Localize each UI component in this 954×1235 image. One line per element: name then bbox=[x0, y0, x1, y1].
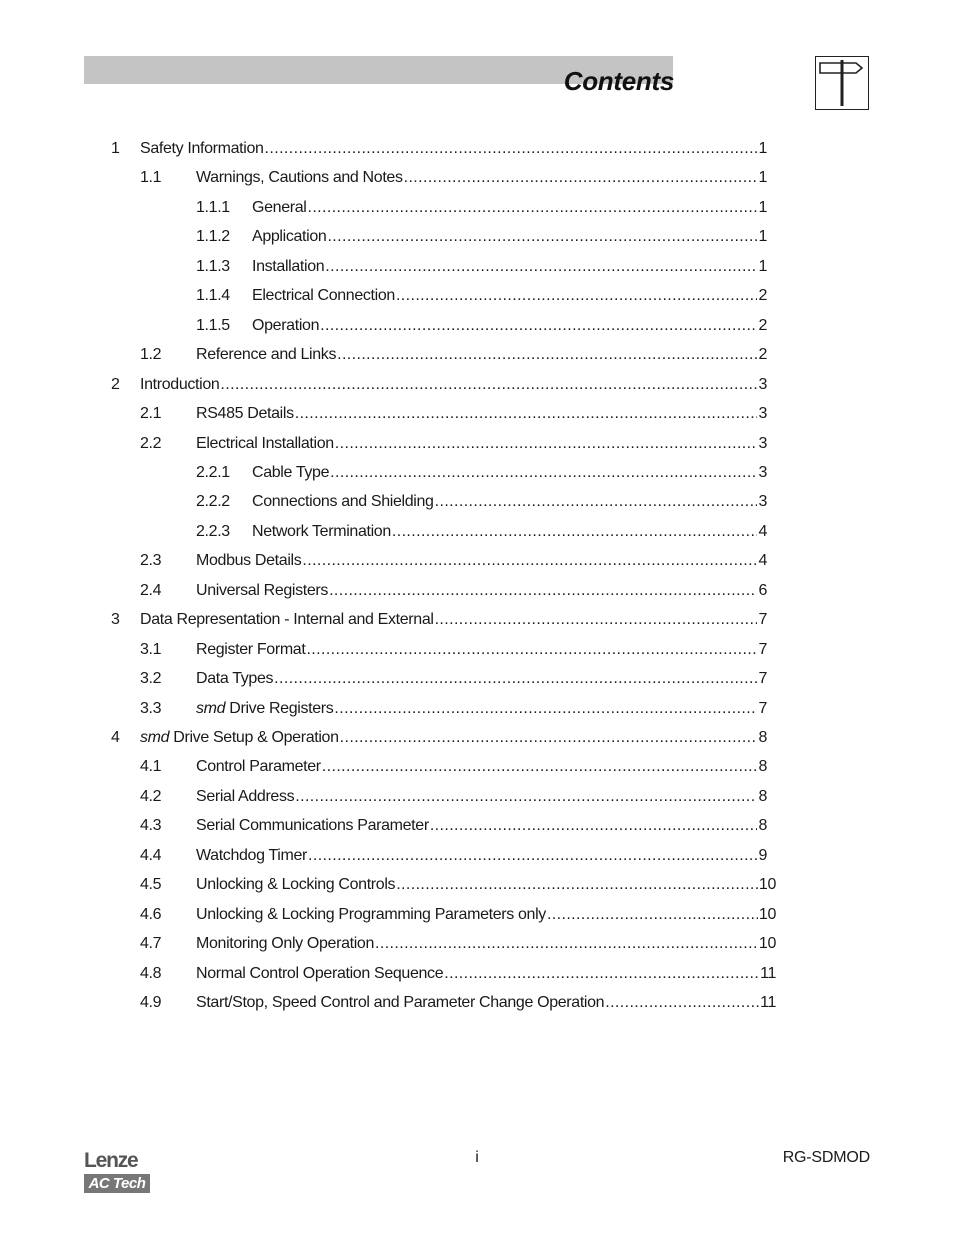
toc-entry-page: 11 bbox=[760, 994, 776, 1011]
toc-entry-number: 2.2.3 bbox=[196, 523, 230, 540]
toc-entry-page: 7 bbox=[758, 700, 767, 717]
toc-dot-leader bbox=[220, 374, 757, 396]
toc-entry[interactable] bbox=[196, 462, 767, 484]
toc-entry-title-text: Application bbox=[252, 228, 327, 245]
toc-entry-title-text: General bbox=[252, 199, 307, 216]
toc-entry-title bbox=[196, 904, 546, 926]
toc-entry-title bbox=[196, 433, 334, 455]
toc-dot-leader bbox=[396, 285, 757, 307]
toc-entry-title bbox=[196, 668, 273, 690]
toc-entry-title-text: Drive Registers bbox=[225, 700, 334, 717]
toc-entry-number: 4.1 bbox=[140, 758, 162, 775]
toc-dot-leader bbox=[430, 815, 758, 837]
toc-entry-page: 6 bbox=[758, 582, 767, 599]
toc-entry-title-text: Data Types bbox=[196, 670, 274, 687]
toc-entry-title-text: Normal Control Operation Sequence bbox=[196, 965, 444, 982]
toc-entry[interactable] bbox=[140, 845, 767, 867]
toc-entry-page: 10 bbox=[758, 876, 776, 893]
toc-entry[interactable] bbox=[140, 639, 767, 661]
toc-entry-title bbox=[196, 580, 328, 602]
toc-entry-title-text: Drive Setup & Operation bbox=[169, 729, 339, 746]
toc-entry[interactable] bbox=[140, 756, 767, 778]
toc-entry[interactable] bbox=[111, 727, 767, 749]
toc-entry-title-text: Electrical Connection bbox=[252, 287, 395, 304]
toc-entry-number: 3 bbox=[111, 611, 120, 628]
toc-dot-leader bbox=[295, 786, 757, 808]
toc-entry-title bbox=[252, 256, 324, 278]
toc-entry-title-italic: smd bbox=[140, 729, 170, 746]
toc-entry-number: 4.4 bbox=[140, 847, 162, 864]
toc-entry-page: 10 bbox=[758, 935, 776, 952]
page-title: Contents bbox=[563, 66, 674, 96]
toc-entry-title bbox=[196, 845, 307, 867]
toc-entry-title-text: Control Parameter bbox=[196, 758, 321, 775]
toc-dot-leader bbox=[335, 433, 758, 455]
toc-entry-number: 2 bbox=[111, 376, 120, 393]
toc-entry[interactable] bbox=[196, 491, 767, 513]
toc-entry-title-text: Cable Type bbox=[252, 464, 330, 481]
toc-dot-leader bbox=[274, 668, 757, 690]
toc-entry-number: 4 bbox=[111, 729, 120, 746]
toc-entry-title-text: Operation bbox=[252, 317, 320, 334]
toc-entry[interactable] bbox=[196, 315, 767, 337]
toc-entry-title bbox=[196, 786, 294, 808]
toc-entry[interactable] bbox=[140, 580, 767, 602]
toc-entry[interactable] bbox=[140, 403, 767, 425]
toc-dot-leader bbox=[340, 727, 758, 749]
toc-entry-title bbox=[252, 491, 434, 513]
toc-entry-title bbox=[196, 639, 305, 661]
toc-entry-title-text: Universal Registers bbox=[196, 582, 329, 599]
toc-entry-title bbox=[140, 374, 219, 396]
toc-dot-leader bbox=[605, 992, 759, 1014]
toc-entry[interactable] bbox=[196, 197, 767, 219]
toc-entry-number: 4.3 bbox=[140, 817, 162, 834]
toc-entry-number: 2.2.1 bbox=[196, 464, 230, 481]
footer-document-id: RG-SDMOD bbox=[782, 1149, 870, 1166]
toc-entry-number: 1.1.4 bbox=[196, 287, 230, 304]
toc-entry[interactable] bbox=[140, 933, 776, 955]
toc-entry-title-text: Modbus Details bbox=[196, 552, 302, 569]
toc-dot-leader bbox=[396, 874, 758, 896]
toc-entry-title-text: Installation bbox=[252, 258, 325, 275]
toc-entry-page: 3 bbox=[758, 493, 767, 510]
toc-entry-number: 1.1.5 bbox=[196, 317, 230, 334]
toc-entry-page: 8 bbox=[758, 729, 767, 746]
toc-entry-title bbox=[196, 874, 395, 896]
toc-entry-page: 2 bbox=[758, 346, 767, 363]
toc-entry-number: 2.1 bbox=[140, 405, 162, 422]
toc-dot-leader bbox=[435, 491, 758, 513]
toc-entry-title-text: Unlocking & Locking Programming Parameters only bbox=[196, 906, 546, 923]
toc-entry-number: 2.2 bbox=[140, 435, 162, 452]
toc-entry-number: 4.9 bbox=[140, 994, 162, 1011]
toc-entry-title-text: Warnings, Cautions and Notes bbox=[196, 169, 403, 186]
toc-entry-page: 1 bbox=[758, 140, 767, 157]
toc-entry[interactable] bbox=[140, 904, 776, 926]
toc-entry-number: 1.2 bbox=[140, 346, 162, 363]
toc-entry-number: 3.1 bbox=[140, 641, 162, 658]
toc-entry-page: 8 bbox=[758, 817, 767, 834]
toc-entry[interactable] bbox=[196, 226, 767, 248]
toc-entry[interactable] bbox=[140, 786, 767, 808]
toc-entry-title-text: Register Format bbox=[196, 641, 306, 658]
toc-entry-title-text: Serial Communications Parameter bbox=[196, 817, 429, 834]
toc-entry-title bbox=[196, 756, 321, 778]
toc-entry-page: 3 bbox=[758, 376, 767, 393]
toc-entry[interactable] bbox=[140, 698, 767, 720]
toc-entry-page: 9 bbox=[758, 847, 767, 864]
toc-entry-number: 2.2.2 bbox=[196, 493, 230, 510]
toc-dot-leader bbox=[435, 609, 758, 631]
toc-entry-page: 3 bbox=[758, 405, 767, 422]
toc-entry-number: 2.3 bbox=[140, 552, 162, 569]
lenze-actech-logo bbox=[84, 1150, 152, 1194]
footer-page-number: i bbox=[475, 1149, 479, 1166]
toc-entry-page: 2 bbox=[758, 317, 767, 334]
toc-entry-page: 1 bbox=[758, 228, 767, 245]
toc-dot-leader bbox=[337, 344, 757, 366]
toc-entry[interactable] bbox=[140, 874, 776, 896]
toc-entry[interactable] bbox=[140, 963, 776, 985]
toc-entry[interactable] bbox=[196, 256, 767, 278]
toc-entry-title-text: Network Termination bbox=[252, 523, 391, 540]
toc-entry-title-text: Unlocking & Locking Controls bbox=[196, 876, 396, 893]
toc-dot-leader bbox=[330, 462, 757, 484]
toc-dot-leader bbox=[307, 197, 757, 219]
toc-entry-title bbox=[140, 727, 339, 749]
toc-dot-leader bbox=[334, 698, 757, 720]
toc-entry-title bbox=[196, 550, 301, 572]
toc-dot-leader bbox=[547, 904, 758, 926]
toc-entry-title-text: Electrical Installation bbox=[196, 435, 334, 452]
toc-entry-number: 3.3 bbox=[140, 700, 162, 717]
toc-entry-number: 4.5 bbox=[140, 876, 162, 893]
toc-dot-leader bbox=[320, 315, 757, 337]
toc-entry[interactable] bbox=[111, 609, 767, 631]
toc-entry-title bbox=[196, 344, 336, 366]
logo-subbrand: AC Tech bbox=[84, 1174, 150, 1193]
toc-entry[interactable] bbox=[140, 668, 767, 690]
toc-entry-page: 7 bbox=[758, 611, 767, 628]
toc-entry-title bbox=[252, 226, 326, 248]
toc-entry-title bbox=[196, 167, 403, 189]
toc-entry-page: 10 bbox=[758, 906, 776, 923]
toc-entry-number: 4.8 bbox=[140, 965, 162, 982]
toc-entry-number: 1.1.2 bbox=[196, 228, 230, 245]
toc-entry-page: 7 bbox=[758, 641, 767, 658]
toc-entry-number: 4.2 bbox=[140, 788, 162, 805]
toc-entry-title bbox=[252, 462, 329, 484]
toc-entry-page: 3 bbox=[758, 435, 767, 452]
toc-entry-number: 4.7 bbox=[140, 935, 162, 952]
toc-entry-page: 4 bbox=[758, 523, 767, 540]
toc-entry-number: 1 bbox=[111, 140, 120, 157]
toc-dot-leader bbox=[392, 521, 758, 543]
toc-dot-leader bbox=[375, 933, 758, 955]
toc-dot-leader bbox=[329, 580, 757, 602]
toc-entry-number: 2.4 bbox=[140, 582, 162, 599]
toc-entry[interactable] bbox=[140, 992, 776, 1014]
toc-entry[interactable] bbox=[140, 344, 767, 366]
signpost-icon bbox=[815, 56, 869, 110]
toc-entry[interactable] bbox=[196, 285, 767, 307]
toc-entry-title bbox=[196, 963, 443, 985]
toc-entry-title-text: RS485 Details bbox=[196, 405, 294, 422]
toc-entry-title bbox=[196, 403, 294, 425]
toc-dot-leader bbox=[302, 550, 757, 572]
toc-dot-leader bbox=[295, 403, 758, 425]
toc-entry[interactable] bbox=[140, 550, 767, 572]
toc-entry[interactable] bbox=[111, 138, 767, 160]
toc-entry-title bbox=[196, 815, 429, 837]
toc-dot-leader bbox=[265, 138, 758, 160]
toc-entry-title-text: Monitoring Only Operation bbox=[196, 935, 375, 952]
toc-dot-leader bbox=[322, 756, 758, 778]
logo-wordmark: Lenze bbox=[84, 1149, 138, 1172]
toc-entry-title bbox=[196, 698, 333, 720]
toc-entry-page: 1 bbox=[758, 199, 767, 216]
toc-entry-number: 3.2 bbox=[140, 670, 162, 687]
toc-entry[interactable] bbox=[140, 167, 767, 189]
toc-entry-page: 3 bbox=[758, 464, 767, 481]
toc-dot-leader bbox=[306, 639, 757, 661]
toc-entry-page: 1 bbox=[758, 169, 767, 186]
toc-entry-title-text: Start/Stop, Speed Control and Parameter Change Operation bbox=[196, 994, 605, 1011]
toc-entry-number: 1.1.1 bbox=[196, 199, 230, 216]
toc-entry-title-text: Introduction bbox=[140, 376, 220, 393]
toc-entry-title bbox=[140, 609, 434, 631]
toc-dot-leader bbox=[404, 167, 758, 189]
toc-entry-title-text: Data Representation - Internal and External bbox=[140, 611, 434, 628]
toc-entry[interactable] bbox=[196, 521, 767, 543]
toc-entry-title bbox=[252, 285, 395, 307]
toc-entry-title-italic: smd bbox=[196, 700, 226, 717]
toc-entry-page: 1 bbox=[758, 258, 767, 275]
toc-entry-page: 8 bbox=[758, 758, 767, 775]
toc-entry-title bbox=[252, 315, 319, 337]
toc-entry-title bbox=[196, 933, 374, 955]
toc-dot-leader bbox=[325, 256, 757, 278]
toc-entry-title bbox=[252, 197, 306, 219]
toc-entry-page: 7 bbox=[758, 670, 767, 687]
toc-entry-page: 2 bbox=[758, 287, 767, 304]
toc-entry-title-text: Safety Information bbox=[140, 140, 264, 157]
toc-entry-title-text: Connections and Shielding bbox=[252, 493, 434, 510]
toc-entry-title bbox=[252, 521, 391, 543]
toc-entry-title-text: Serial Address bbox=[196, 788, 295, 805]
toc-dot-leader bbox=[327, 226, 757, 248]
toc-entry[interactable] bbox=[140, 815, 767, 837]
toc-entry-number: 1.1.3 bbox=[196, 258, 230, 275]
toc-entry-number: 1.1 bbox=[140, 169, 162, 186]
toc-dot-leader bbox=[444, 963, 759, 985]
toc-entry[interactable] bbox=[140, 433, 767, 455]
toc-entry-page: 11 bbox=[760, 965, 776, 982]
toc-entry[interactable] bbox=[111, 374, 767, 396]
toc-dot-leader bbox=[308, 845, 757, 867]
toc-entry-title bbox=[196, 992, 604, 1014]
toc-entry-number: 4.6 bbox=[140, 906, 162, 923]
toc-entry-title-text: Watchdog Timer bbox=[196, 847, 307, 864]
toc-entry-title bbox=[140, 138, 264, 160]
toc-entry-page: 4 bbox=[758, 552, 767, 569]
toc-entry-title-text: Reference and Links bbox=[196, 346, 337, 363]
toc-entry-page: 8 bbox=[758, 788, 767, 805]
